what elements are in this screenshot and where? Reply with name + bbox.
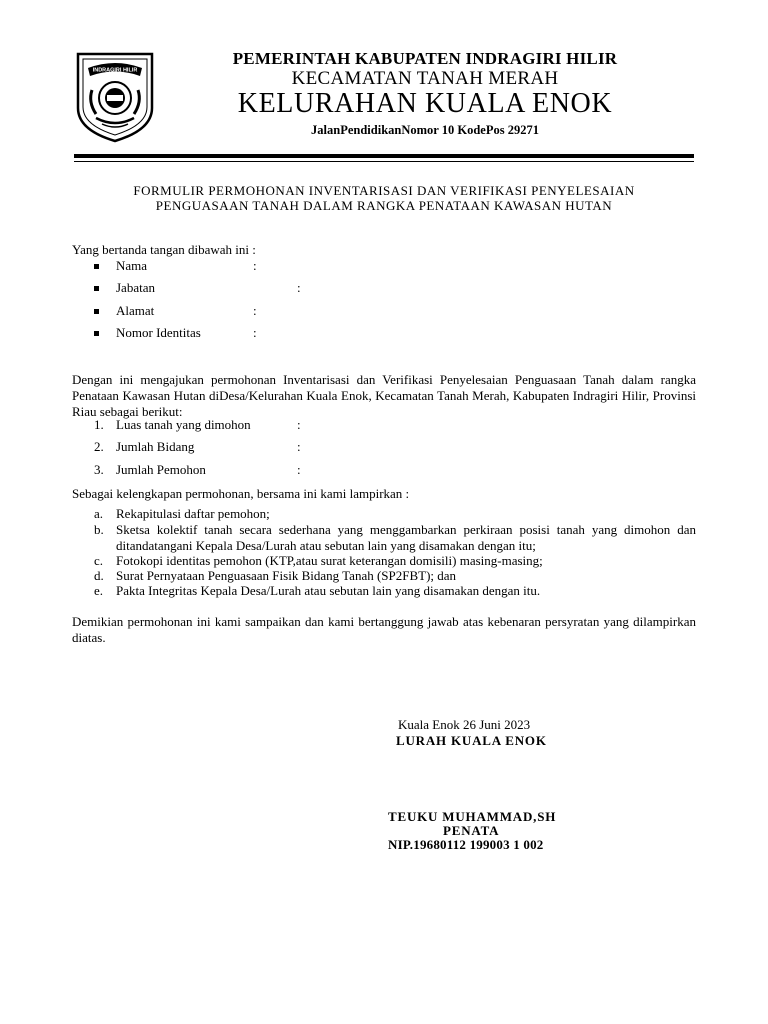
item-colon: : xyxy=(297,417,301,432)
attachment-letter: b. xyxy=(94,522,104,537)
closing-paragraph: Demikian permohonan ini kami sampaikan dan kami bertanggung jawab atas kebenaran persyratan yang dilampirkan diatas. xyxy=(72,614,696,645)
signatory-name: TEUKU MUHAMMAD,SH xyxy=(388,809,557,824)
signatory-nip: NIP.19680112 199003 1 002 xyxy=(388,837,544,852)
intro-text: Yang bertanda tangan dibawah ini : xyxy=(72,242,256,257)
field-colon: : xyxy=(297,280,301,295)
bullet-icon xyxy=(94,331,99,336)
item-number: 1. xyxy=(94,417,104,432)
field-colon: : xyxy=(253,258,257,273)
attachment-item: Fotokopi identitas pemohon (KTP,atau surat keterangan domisili) masing-masing; xyxy=(116,553,543,568)
bullet-icon xyxy=(94,309,99,314)
logo-banner-text: INDRAGIRI HILIR xyxy=(92,67,138,74)
attachment-letter: e. xyxy=(94,583,104,598)
field-label-nama: Nama xyxy=(116,258,148,273)
attachment-letter: d. xyxy=(94,568,104,583)
header-address: JalanPendidikanNomor 10 KodePos 29271 xyxy=(311,123,539,137)
header-village: KELURAHAN KUALA ENOK xyxy=(237,88,613,119)
item-colon: : xyxy=(297,462,301,477)
header-rule-thick xyxy=(74,154,694,158)
item-number: 3. xyxy=(94,462,104,477)
regency-logo xyxy=(74,50,156,144)
item-colon: : xyxy=(297,439,301,454)
field-label-jabatan: Jabatan xyxy=(116,280,155,295)
attachment-item: Sketsa kolektif tanah secara sederhana yang menggambarkan perkiraan posisi tanah yang dimohon dan ditandatangani Kepala Desa/Lurah atau sebutan lain yang disamakan dengan itu; xyxy=(116,522,696,553)
attachment-item: Surat Pernyataan Penguasaan Fisik Bidang Tanah (SP2FBT); dan xyxy=(116,568,457,583)
bullet-icon xyxy=(94,264,99,269)
header-district: KECAMATAN TANAH MERAH xyxy=(291,68,559,89)
item-label-luas: Luas tanah yang dimohon xyxy=(116,417,251,432)
item-label-jumlah-bidang: Jumlah Bidang xyxy=(116,439,195,454)
field-label-nomor-identitas: Nomor Identitas xyxy=(116,325,201,340)
attachment-letter: c. xyxy=(94,553,104,568)
signatory-rank: PENATA xyxy=(443,823,500,838)
field-label-alamat: Alamat xyxy=(116,303,155,318)
attachment-item: Rekapitulasi daftar pemohon; xyxy=(116,506,270,521)
request-paragraph: Dengan ini mengajukan permohonan Inventarisasi dan Verifikasi Penyelesaian Penguasaan Tanah dalam rangka Penataan Kawasan Hutan diDesa/Kelurahan Kuala Enok, Kecamatan Tanah Merah, Kabupaten Indragiri Hilir, Provinsi Riau sebagai berikut: xyxy=(72,372,696,419)
signature-place-date: Kuala Enok 26 Juni 2023 xyxy=(398,717,531,732)
item-label-jumlah-pemohon: Jumlah Pemohon xyxy=(116,462,206,477)
bullet-icon xyxy=(94,286,99,291)
attachment-letter: a. xyxy=(94,506,104,521)
form-title-line1: FORMULIR PERMOHONAN INVENTARISASI DAN VERIFIKASI PENYELESAIAN xyxy=(133,183,635,198)
form-title-line2: PENGUASAAN TANAH DALAM RANGKA PENATAAN KAWASAN HUTAN xyxy=(155,198,613,213)
header-rule-thin xyxy=(74,161,694,162)
field-colon: : xyxy=(253,303,257,318)
field-colon: : xyxy=(253,325,257,340)
header-government: PEMERINTAH KABUPATEN INDRAGIRI HILIR xyxy=(232,49,618,68)
attachment-item: Pakta Integritas Kepala Desa/Lurah atau sebutan lain yang disamakan dengan itu. xyxy=(116,583,541,598)
signature-position: LURAH KUALA ENOK xyxy=(396,733,547,748)
attachments-intro: Sebagai kelengkapan permohonan, bersama ini kami lampirkan : xyxy=(72,486,410,501)
item-number: 2. xyxy=(94,439,104,454)
